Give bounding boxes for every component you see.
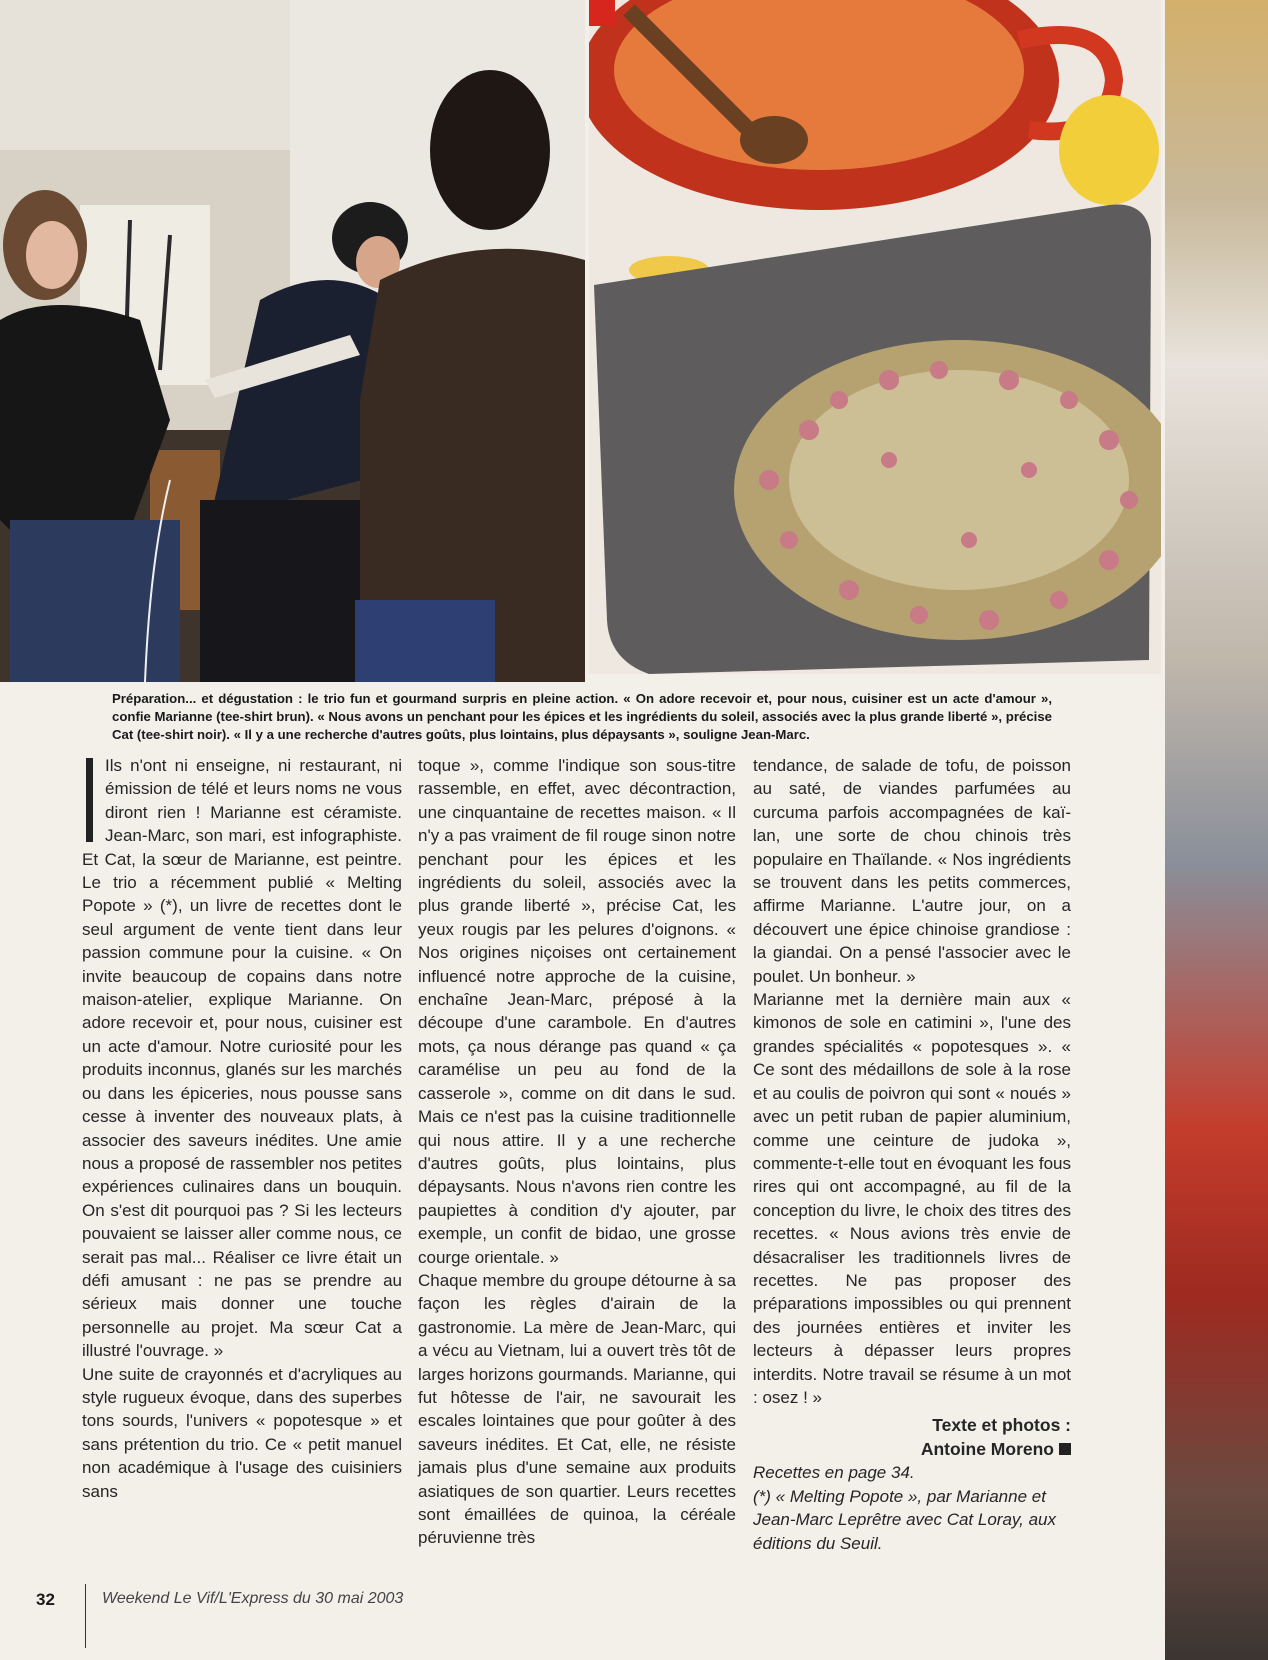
credit-label: Texte et photos :: [932, 1415, 1071, 1436]
article-paragraph: Marianne met la dernière main aux « kimonos de sole en catimini », l'une des grandes spécialités « popotesques ». « Ce sont des médaillons de sole à la rose et au coulis de poivron qui sont « noués » avec un petit ruban de papier aluminium, comme une ceinture de judoka », commente-t-elle tout en évoquant les fous rires qui ont accompagné, au fil de la conception du livre, le choix des titres des recettes. « Nous avions très envie de désacraliser les traditionnels livres de recettes. Ne pas proposer des préparations impossibles ou qui prennent des journées entières et inviter les lecteurs à dépasser leurs propres interdits. Notre travail se résume à un mot : osez ! »: [753, 990, 1071, 1407]
dropcap-bar: [86, 758, 93, 842]
article-paragraph: Une suite de crayonnés et d'acryliques au style rugueux évoque, dans des superbes tons sourds, l'univers « popotesque » et sans prétention du trio. Ce « petit manuel non académique à l'usage des cuisiniers sans: [82, 1364, 402, 1501]
footnote: (*) « Melting Popote », par Marianne et Jean-Marc Leprêtre avec Cat Loray, aux éditions du Seuil.: [753, 1486, 1056, 1553]
credit-author-line: [753, 1437, 1071, 1461]
article-paragraph: Ils n'ont ni enseigne, ni restaurant, ni émission de télé et leurs noms ne vous diront rien ! Marianne est céramiste. Jean-Marc, son mari, est infographiste. Et Cat, la sœur de Marianne, est peintre. Le trio a récemment publié « Melting Popote » (*), un livre de recettes dont le seul argument de vente tient dans leur passion commune pour la cuisine. « On invite beaucoup de copains dans notre maison-atelier, explique Marianne. On adore recevoir et, pour nous, cuisiner est un acte d'amour. Notre curiosité pour les produits inconnus, glanés sur les marchés ou dans les épiceries, nous pousse sans cesse à inventer des nouveaux plats, à associer des saveurs inédites. Une amie nous a proposé de rassembler nos petites expériences culinaires dans un bouquin. On s'est dit pourquoi pas ? Si les lecteurs pouvaient se laisser aller comme nous, ce serait pas mal... Réaliser ce livre était un défi amusant : ne pas se prendre au sérieux mais donner une touche personnelle au projet. Ma sœur Cat a illustré l'ouvrage. »: [82, 756, 402, 1361]
article-column-2: [418, 754, 736, 1550]
article-column-1: [82, 754, 402, 1503]
article-column-3: [753, 754, 1071, 1555]
end-mark-icon: [1059, 1443, 1071, 1455]
red-corner-marker: [589, 0, 615, 26]
article-paragraph: tendance, de salade de tofu, de poisson au saté, de viandes parfumées au curcuma parfois accompagnées de kaï-lan, une sorte de chou chinois très populaire en Thaïlande. « Nos ingrédients se trouvent dans les petits commerces, affirme Marianne. L'autre jour, on a découvert une épice chinoise grandiose : la giandai. On a pensé l'associer avec le poulet. Un bonheur. »: [753, 756, 1071, 986]
spices-photo: [589, 0, 1161, 674]
kitchen-photo-illustration: [0, 0, 585, 682]
page-number: 32: [36, 1590, 55, 1609]
photo-caption: Préparation... et dégustation : le trio fun et gourmand surpris en pleine action. « On adore recevoir et, pour nous, cuisiner est un acte d'amour », confie Marianne (tee-shirt brun). « Nous avons un penchant pour les épices et les ingrédients du soleil, associés avec la plus grande liberté », précise Cat (tee-shirt noir). « Il y a une recherche d'autres goûts, plus lointains, plus dépaysants », souligne Jean-Marc.: [112, 691, 1052, 742]
recipes-reference: Recettes en page 34.: [753, 1463, 915, 1483]
spices-photo-illustration: [589, 0, 1161, 674]
cooking-strip-photo: [1165, 0, 1268, 1660]
publication-title: Weekend Le Vif/L'Express du 30 mai 2003: [102, 1590, 404, 1607]
footer-divider: [85, 1584, 86, 1648]
article-credit: [753, 1413, 1071, 1461]
article-paragraph: Chaque membre du groupe détourne à sa façon les règles d'airain de la gastronomie. La mère de Jean-Marc, qui a vécu au Vietnam, lui a ouvert très tôt de larges horizons gourmands. Marianne, qui fut hôtesse de l'air, ne savourait les escales lointaines que pour goûter à des saveurs inédites. Et Cat, elle, ne résiste jamais plus d'une semaine aux produits asiatiques de son quartier. Leurs recettes sont émaillées de quinoa, la céréale péruvienne très: [418, 1270, 736, 1548]
credit-author: Antoine Moreno: [920, 1439, 1054, 1460]
article-paragraph: toque », comme l'indique son sous-titre rassemble, en effet, avec décontraction, une cinquantaine de recettes maison. « Il n'y a pas vraiment de fil rouge sinon notre penchant pour les épices et les ingrédients du soleil, associés avec la plus grande liberté », précise Cat, les yeux rougis par les pelures d'oignons. « Nos origines niçoises ont certainement influencé notre approche de la cuisine, enchaîne Jean-Marc, préposé à la découpe d'une carambole. En d'autres mots, ça nous dérange pas quand « ça caramélise un peu au fond de la casserole », comme on dit dans le sud. Mais ce n'est pas la cuisine traditionnelle qui nous attire. Il y a une recherche d'autres goûts, plus lointains, plus dépaysants. Nous n'avons rien contre les paupiettes à condition d'y ajouter, par exemple, un confit de bidao, une grosse courge orientale. »: [418, 756, 736, 1267]
kitchen-photo: [0, 0, 585, 682]
